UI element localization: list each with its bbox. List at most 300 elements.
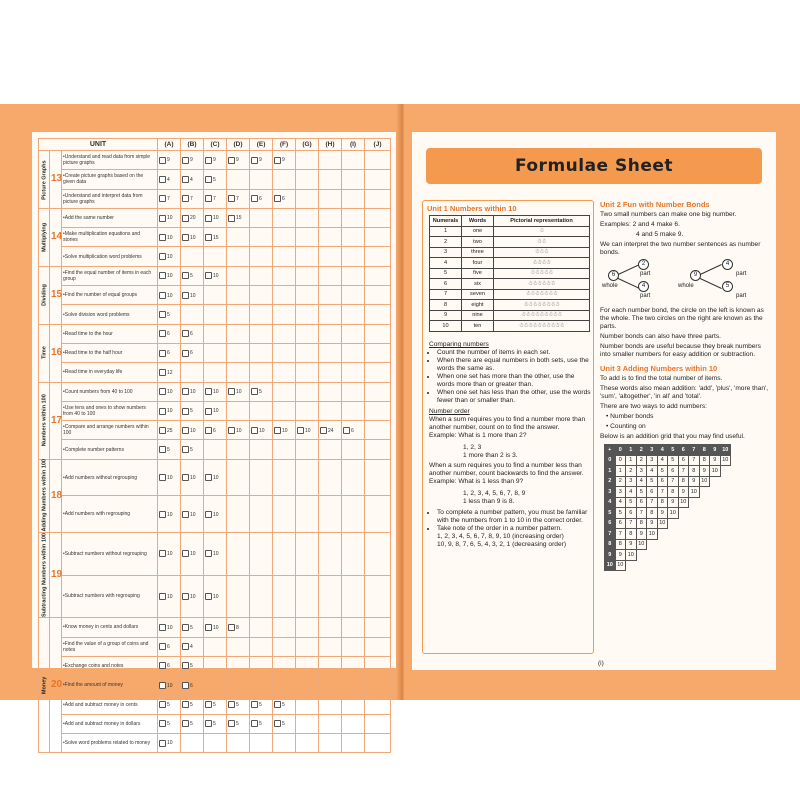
addition-grid-empty xyxy=(689,508,700,519)
addition-grid-cell: 5 xyxy=(668,455,679,466)
tracker-score-cell xyxy=(181,575,204,618)
tracker-row xyxy=(39,459,391,496)
score-entry-box[interactable] xyxy=(182,446,189,453)
score-total: 6 xyxy=(167,663,170,670)
tracker-score-cell xyxy=(319,363,342,382)
score-entry-box[interactable] xyxy=(320,427,327,434)
score-entry-box[interactable] xyxy=(182,662,189,669)
score-entry-box[interactable] xyxy=(228,157,235,164)
score-entry-box[interactable] xyxy=(182,408,189,415)
score-entry-box[interactable] xyxy=(159,311,166,318)
score-entry-box[interactable] xyxy=(159,388,166,395)
numbers-table-row xyxy=(430,321,590,332)
score-entry-box[interactable] xyxy=(159,234,166,241)
tracker-score-cell xyxy=(365,266,391,285)
tracker-score-cell xyxy=(181,151,204,170)
tracker-score-cell xyxy=(250,382,273,401)
tracker-header-row xyxy=(39,139,391,151)
score-total: 10 xyxy=(190,427,196,434)
tracker-score-cell xyxy=(319,382,342,401)
addition-grid-cell: 9 xyxy=(615,550,626,561)
score-total: 10 xyxy=(259,427,265,434)
addition-grid-empty xyxy=(710,518,721,529)
tracker-score-cell xyxy=(158,247,181,266)
addition-grid-cell: 6 xyxy=(678,455,689,466)
bond1-part-label: part xyxy=(640,271,651,277)
score-entry-box[interactable] xyxy=(159,624,166,631)
score-entry-box[interactable] xyxy=(228,388,235,395)
tracker-objective: • Add numbers without regrouping xyxy=(62,459,158,496)
addition-grid-empty xyxy=(647,560,658,571)
word-cell: six xyxy=(462,279,494,290)
score-total: 10 xyxy=(167,253,173,260)
score-entry-box[interactable] xyxy=(159,446,166,453)
tracker-score-cell xyxy=(227,695,250,714)
tracker-score-cell xyxy=(296,421,319,440)
more-paragraph: When a sum requires you to find a number more than another number, count on to find the answer. xyxy=(429,416,586,431)
pictorial-cell: ☃☃☃☃☃☃☃☃☃ xyxy=(494,310,590,321)
score-entry-box[interactable] xyxy=(159,550,166,557)
addition-grid-cell: 10 xyxy=(615,560,626,571)
score-entry-box[interactable] xyxy=(159,662,166,669)
left-page xyxy=(0,104,404,747)
page-number: (i) xyxy=(598,660,604,667)
score-entry-box[interactable] xyxy=(205,176,212,183)
score-entry-box[interactable] xyxy=(159,176,166,183)
unit2-example2: 4 and 5 make 9. xyxy=(636,231,684,238)
score-entry-box[interactable] xyxy=(182,272,189,279)
score-total: 5 xyxy=(190,663,193,670)
tracker-score-cell xyxy=(296,247,319,266)
tracker-objective: • Add and subtract money in dollars xyxy=(62,714,158,733)
score-entry-box[interactable] xyxy=(228,195,235,202)
tracker-score-cell xyxy=(158,734,181,753)
tracker-score-cell xyxy=(250,637,273,656)
score-entry-box[interactable] xyxy=(159,369,166,376)
score-total: 10 xyxy=(167,551,173,558)
addition-grid-cell: 3 xyxy=(626,476,637,487)
tracker-row xyxy=(39,421,391,440)
tracker-score-cell xyxy=(342,208,365,227)
tracker-score-cell xyxy=(319,440,342,459)
score-total: 5 xyxy=(190,408,193,415)
score-total: 5 xyxy=(259,721,262,728)
tracker-score-cell xyxy=(273,266,296,285)
bond2-part-label-2: part xyxy=(736,293,747,299)
score-entry-box[interactable] xyxy=(228,215,235,222)
score-entry-box[interactable] xyxy=(182,350,189,357)
progress-tracker-sheet xyxy=(32,132,396,747)
score-entry-box[interactable] xyxy=(159,195,166,202)
tracker-row xyxy=(39,228,391,247)
tracker-score-cell xyxy=(273,734,296,753)
addition-grid-empty xyxy=(626,560,637,571)
score-entry-box[interactable] xyxy=(228,701,235,708)
score-entry-box[interactable] xyxy=(205,474,212,481)
pattern-bullet: • Take note of the order in a number pattern. xyxy=(437,525,591,533)
pictorial-cell: ☃☃☃☃☃☃☃ xyxy=(494,289,590,300)
score-entry-box[interactable] xyxy=(182,643,189,650)
numbers-table-row xyxy=(430,258,590,269)
addition-grid-empty xyxy=(720,466,731,477)
tracker-row xyxy=(39,533,391,576)
score-entry-box[interactable] xyxy=(159,272,166,279)
tracker-score-cell xyxy=(342,575,365,618)
score-total: 10 xyxy=(305,427,311,434)
score-entry-box[interactable] xyxy=(159,215,166,222)
tracker-unit-number: 17 xyxy=(50,382,62,459)
score-total: 10 xyxy=(190,474,196,481)
tracker-score-cell xyxy=(158,459,181,496)
more-example: Example: What is 1 more than 2? xyxy=(429,432,527,439)
tracker-score-cell xyxy=(250,208,273,227)
score-entry-box[interactable] xyxy=(182,720,189,727)
unit2-p5: Number bonds are useful because they break numbers into smaller numbers for easy addition or subtraction. xyxy=(600,343,761,358)
score-entry-box[interactable] xyxy=(159,253,166,260)
tracker-score-cell xyxy=(342,363,365,382)
addition-grid-cell: 1 xyxy=(626,455,637,466)
tracker-score-cell xyxy=(342,324,365,343)
tracker-score-cell xyxy=(365,496,391,533)
score-entry-box[interactable] xyxy=(182,550,189,557)
score-total: 8 xyxy=(236,624,239,631)
score-entry-box[interactable] xyxy=(159,350,166,357)
addition-grid-header-cell: 6 xyxy=(678,445,689,456)
tracker-objective: • Subtract numbers without regrouping xyxy=(62,533,158,576)
score-entry-box[interactable] xyxy=(182,157,189,164)
addition-grid-empty xyxy=(699,539,710,550)
score-entry-box[interactable] xyxy=(251,427,258,434)
tracker-score-cell xyxy=(365,459,391,496)
score-entry-box[interactable] xyxy=(182,682,189,689)
tracker-score-cell xyxy=(273,208,296,227)
addition-grid-empty xyxy=(668,529,679,540)
score-entry-box[interactable] xyxy=(205,427,212,434)
tracker-objective: • Complete number patterns xyxy=(62,440,158,459)
score-entry-box[interactable] xyxy=(205,272,212,279)
score-entry-box[interactable] xyxy=(274,720,281,727)
score-entry-box[interactable] xyxy=(182,234,189,241)
addition-grid-cell: 8 xyxy=(689,466,700,477)
tracker-row xyxy=(39,734,391,753)
addition-grid-cell: 5 xyxy=(647,476,658,487)
tracker-score-cell xyxy=(227,714,250,733)
score-entry-box[interactable] xyxy=(182,330,189,337)
tracker-unit-number: 15 xyxy=(50,266,62,324)
tracker-score-cell xyxy=(227,151,250,170)
addition-grid-row-header: 1 xyxy=(605,466,616,477)
tracker-score-cell xyxy=(296,533,319,576)
addition-grid-cell: 8 xyxy=(615,539,626,550)
score-entry-box[interactable] xyxy=(159,720,166,727)
pictorial-cell: ☃☃☃☃ xyxy=(494,258,590,269)
word-cell: one xyxy=(462,226,494,237)
score-entry-box[interactable] xyxy=(182,474,189,481)
addition-grid-empty xyxy=(678,518,689,529)
tracker-score-cell xyxy=(158,363,181,382)
addition-grid-row xyxy=(605,455,731,466)
book-spread xyxy=(0,104,800,747)
tracker-score-cell xyxy=(227,656,250,675)
tracker-score-cell xyxy=(250,247,273,266)
score-entry-box[interactable] xyxy=(159,427,166,434)
tracker-score-cell xyxy=(204,401,227,420)
addition-grid-cell: 7 xyxy=(689,455,700,466)
tracker-header-col: (I) xyxy=(342,139,365,151)
score-entry-box[interactable] xyxy=(205,408,212,415)
tracker-score-cell xyxy=(319,228,342,247)
number-order-heading: Number order xyxy=(429,408,470,415)
score-entry-box[interactable] xyxy=(182,195,189,202)
tracker-score-cell xyxy=(365,695,391,714)
score-entry-box[interactable] xyxy=(182,215,189,222)
unit3-p3: There are two ways to add numbers: xyxy=(600,403,708,410)
score-entry-box[interactable] xyxy=(159,157,166,164)
score-entry-box[interactable] xyxy=(159,701,166,708)
tracker-score-cell xyxy=(250,170,273,189)
tracker-score-cell xyxy=(181,382,204,401)
addition-grid-empty xyxy=(710,539,721,550)
tracker-score-cell xyxy=(227,189,250,208)
tracker-score-cell xyxy=(181,343,204,362)
tracker-score-cell xyxy=(158,228,181,247)
score-entry-box[interactable] xyxy=(228,720,235,727)
addition-grid-row xyxy=(605,560,731,571)
addition-grid-row xyxy=(605,529,731,540)
addition-grid-empty xyxy=(678,508,689,519)
score-entry-box[interactable] xyxy=(159,740,166,747)
tracker-row xyxy=(39,618,391,637)
addition-grid-cell: 9 xyxy=(668,497,679,508)
unit2-p2: We can interpret the two number sentences as number bonds. xyxy=(600,241,761,256)
score-entry-box[interactable] xyxy=(205,550,212,557)
tracker-row xyxy=(39,656,391,675)
tracker-header-col: (J) xyxy=(365,139,391,151)
tracker-score-cell xyxy=(319,189,342,208)
addition-grid-header-cell: 7 xyxy=(689,445,700,456)
score-total: 6 xyxy=(282,196,285,203)
tracker-objective: • Add and subtract money in cents xyxy=(62,695,158,714)
addition-grid-empty xyxy=(710,508,721,519)
score-entry-box[interactable] xyxy=(205,511,212,518)
score-entry-box[interactable] xyxy=(159,474,166,481)
addition-grid-cell: 1 xyxy=(615,466,626,477)
score-entry-box[interactable] xyxy=(182,624,189,631)
formulae-sheet xyxy=(412,132,776,670)
tracker-row xyxy=(39,363,391,382)
tracker-score-cell xyxy=(342,496,365,533)
tracker-score-cell xyxy=(319,343,342,362)
numbers-table-row xyxy=(430,310,590,321)
tracker-score-cell xyxy=(227,459,250,496)
score-total: 9 xyxy=(190,157,193,164)
unit2-example1: Examples: 2 and 4 make 6. xyxy=(600,221,680,228)
score-entry-box[interactable] xyxy=(159,292,166,299)
score-entry-box[interactable] xyxy=(205,593,212,600)
numbers-table-col: Pictorial representation xyxy=(494,216,590,227)
addition-grid-header-cell: 0 xyxy=(615,445,626,456)
addition-grid-empty xyxy=(720,529,731,540)
more-answer: 1 more than 2 is 3. xyxy=(463,452,518,459)
score-entry-box[interactable] xyxy=(159,408,166,415)
score-entry-box[interactable] xyxy=(251,195,258,202)
tracker-score-cell xyxy=(319,533,342,576)
tracker-score-cell xyxy=(181,533,204,576)
tracker-score-cell xyxy=(158,189,181,208)
tracker-score-cell xyxy=(158,208,181,227)
score-entry-box[interactable] xyxy=(205,195,212,202)
score-entry-box[interactable] xyxy=(228,624,235,631)
tracker-score-cell xyxy=(181,656,204,675)
score-entry-box[interactable] xyxy=(159,593,166,600)
tracker-score-cell xyxy=(181,324,204,343)
numbers-table-row xyxy=(430,300,590,311)
score-entry-box[interactable] xyxy=(205,215,212,222)
score-entry-box[interactable] xyxy=(274,701,281,708)
tracker-score-cell xyxy=(365,324,391,343)
score-entry-box[interactable] xyxy=(205,388,212,395)
tracker-score-cell xyxy=(365,305,391,324)
addition-grid-cell: 5 xyxy=(657,466,668,477)
tracker-score-cell xyxy=(319,324,342,343)
addition-grid-row xyxy=(605,518,731,529)
tracker-score-cell xyxy=(204,208,227,227)
score-total: 5 xyxy=(167,701,170,708)
tracker-row xyxy=(39,676,391,695)
score-entry-box[interactable] xyxy=(205,624,212,631)
tracker-score-cell xyxy=(227,421,250,440)
addition-grid-cell: 4 xyxy=(636,476,647,487)
score-entry-box[interactable] xyxy=(228,427,235,434)
score-entry-box[interactable] xyxy=(182,593,189,600)
score-entry-box[interactable] xyxy=(182,511,189,518)
score-entry-box[interactable] xyxy=(205,720,212,727)
tracker-objective: • Understand and read data from simple picture graphs xyxy=(62,151,158,170)
score-total: 6 xyxy=(351,427,354,434)
tracker-score-cell xyxy=(342,305,365,324)
tracker-score-cell xyxy=(342,189,365,208)
score-entry-box[interactable] xyxy=(251,720,258,727)
score-total: 9 xyxy=(213,157,216,164)
tracker-score-cell xyxy=(273,496,296,533)
score-entry-box[interactable] xyxy=(159,643,166,650)
score-entry-box[interactable] xyxy=(205,701,212,708)
addition-grid-cell: 0 xyxy=(615,455,626,466)
tracker-objective: • Find the amount of money xyxy=(62,676,158,695)
addition-grid-cell: 8 xyxy=(699,455,710,466)
addition-grid-empty xyxy=(710,497,721,508)
addition-grid-row-header: 2 xyxy=(605,476,616,487)
score-entry-box[interactable] xyxy=(251,388,258,395)
score-total: 10 xyxy=(213,474,219,481)
tracker-score-cell xyxy=(365,343,391,362)
score-total: 5 xyxy=(190,701,193,708)
score-entry-box[interactable] xyxy=(251,701,258,708)
addition-grid-cell: 2 xyxy=(615,476,626,487)
score-entry-box[interactable] xyxy=(182,176,189,183)
score-total: 12 xyxy=(167,369,173,376)
score-entry-box[interactable] xyxy=(297,427,304,434)
addition-grid-empty xyxy=(657,550,668,561)
tracker-score-cell xyxy=(227,286,250,305)
addition-grid-row xyxy=(605,539,731,550)
tracker-score-cell xyxy=(204,440,227,459)
score-entry-box[interactable] xyxy=(205,157,212,164)
score-entry-box[interactable] xyxy=(159,330,166,337)
word-cell: two xyxy=(462,237,494,248)
tracker-score-cell xyxy=(296,734,319,753)
numbers-table-header xyxy=(430,216,590,227)
tracker-score-cell xyxy=(296,676,319,695)
tracker-row xyxy=(39,305,391,324)
tracker-score-cell xyxy=(342,714,365,733)
score-entry-box[interactable] xyxy=(274,157,281,164)
score-total: 10 xyxy=(190,511,196,518)
score-entry-box[interactable] xyxy=(159,682,166,689)
addition-grid-empty xyxy=(699,518,710,529)
addition-grid-empty xyxy=(657,529,668,540)
tracker-score-cell xyxy=(273,343,296,362)
score-entry-box[interactable] xyxy=(251,157,258,164)
tracker-objective: • Solve division word problems xyxy=(62,305,158,324)
score-entry-box[interactable] xyxy=(205,234,212,241)
tracker-row xyxy=(39,440,391,459)
score-total: 6 xyxy=(213,427,216,434)
tracker-score-cell xyxy=(204,618,227,637)
tracker-topic: Time xyxy=(39,324,50,382)
addition-grid-cell: 8 xyxy=(647,508,658,519)
tracker-score-cell xyxy=(273,533,296,576)
addition-grid-row xyxy=(605,508,731,519)
score-entry-box[interactable] xyxy=(343,427,350,434)
score-total: 4 xyxy=(167,176,170,183)
score-total: 10 xyxy=(236,427,242,434)
tracker-score-cell xyxy=(227,266,250,285)
score-total: 9 xyxy=(167,157,170,164)
addition-grid-cell: 7 xyxy=(647,497,658,508)
score-entry-box[interactable] xyxy=(182,388,189,395)
tracker-score-cell xyxy=(158,714,181,733)
progress-tracker-table xyxy=(38,138,391,753)
score-entry-box[interactable] xyxy=(182,701,189,708)
score-total: 5 xyxy=(167,446,170,453)
score-entry-box[interactable] xyxy=(182,427,189,434)
tracker-score-cell xyxy=(158,170,181,189)
tracker-score-cell xyxy=(342,676,365,695)
tracker-score-cell xyxy=(204,421,227,440)
addition-grid-header-cell: 4 xyxy=(657,445,668,456)
tracker-score-cell xyxy=(342,656,365,675)
score-entry-box[interactable] xyxy=(159,511,166,518)
score-total: 9 xyxy=(236,157,239,164)
score-entry-box[interactable] xyxy=(274,195,281,202)
tracker-score-cell xyxy=(250,440,273,459)
tracker-header-col: (A) xyxy=(158,139,181,151)
tracker-topic: Money xyxy=(39,618,50,753)
addition-grid-cell: 10 xyxy=(657,518,668,529)
right-page xyxy=(404,104,800,700)
tracker-score-cell xyxy=(273,363,296,382)
tracker-score-cell xyxy=(181,228,204,247)
tracker-score-cell xyxy=(227,247,250,266)
tracker-score-cell xyxy=(204,676,227,695)
score-entry-box[interactable] xyxy=(274,427,281,434)
score-entry-box[interactable] xyxy=(182,292,189,299)
pattern-list xyxy=(429,509,591,533)
tracker-unit-number: 16 xyxy=(50,324,62,382)
tracker-topic: Adding Numbers within 100 xyxy=(39,459,50,532)
numbers-table-row xyxy=(430,268,590,279)
